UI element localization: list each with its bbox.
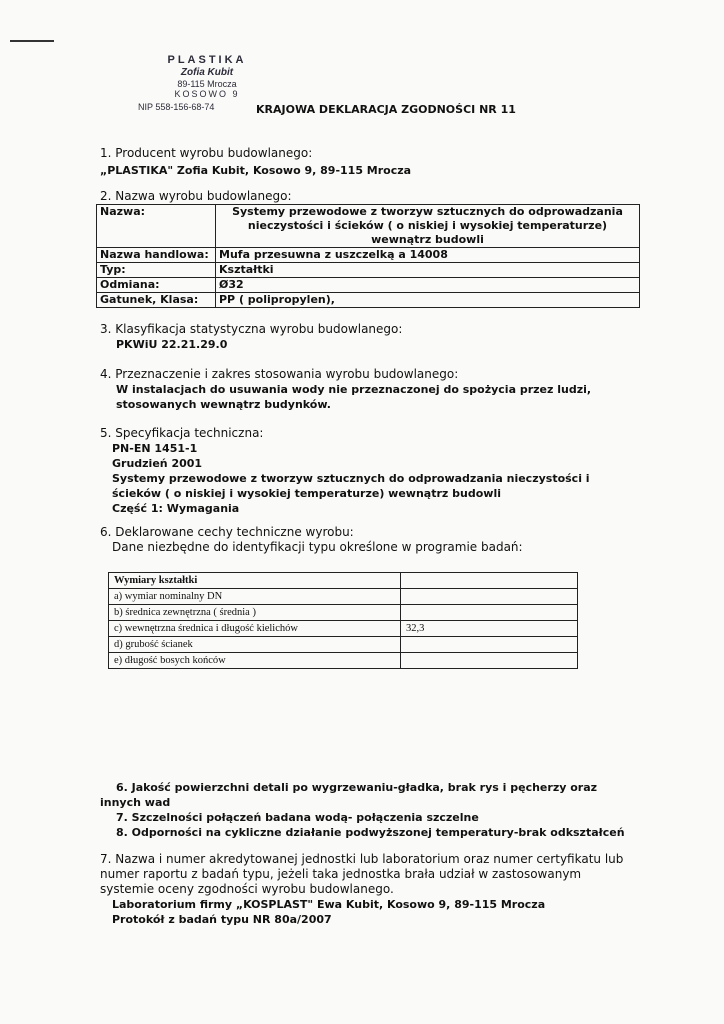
product-table (96, 204, 640, 308)
dimension-label: a) wymiar nominalny DN (109, 589, 401, 605)
section-laboratory (100, 852, 660, 927)
property-thermal: 8. Odporności na cykliczne działanie podwyższonej temperatury-brak odkształceń (116, 826, 625, 839)
spec-line: ścieków ( o niskiej i wysokiej temperaturze) wewnątrz budowli (112, 487, 501, 500)
table-row (109, 605, 578, 621)
property-tightness: 7. Szczelności połączeń badana wodą- połączenia szczelne (116, 811, 479, 824)
laboratory-line: systemie oceny zgodności wyrobu budowlanego. (100, 882, 394, 896)
table-row (97, 293, 640, 308)
section-purpose (100, 367, 591, 412)
stamp-owner: Zofia Kubit (180, 67, 234, 78)
product-value: Ø32 (216, 278, 640, 293)
dimension-value (401, 653, 578, 669)
section-specification (100, 426, 590, 516)
product-value: PP ( polipropylen), (216, 293, 640, 308)
dimensions-value (401, 573, 578, 589)
purpose-line: W instalacjach do usuwania wody nie przeznaczonej do spożycia przez ludzi, (116, 383, 592, 396)
table-row (109, 637, 578, 653)
laboratory-name: Laboratorium firmy „KOSPLAST" Ewa Kubit, Kosowo 9, 89-115 Mrocza (112, 898, 546, 911)
product-name-heading: 2. Nazwa wyrobu budowlanego: (100, 189, 292, 203)
purpose-line: stosowanych wewnątrz budynków. (116, 398, 331, 411)
dimension-value (401, 637, 578, 653)
stamp-nip: NIP 558-156-68-74 (138, 102, 215, 112)
spec-standard: PN-EN 1451-1 (112, 442, 198, 455)
product-key: Gatunek, Klasa: (97, 293, 216, 308)
table-row (109, 573, 578, 589)
dimensions-header: Wymiary kształtki (109, 573, 401, 589)
table-row (97, 248, 640, 263)
classification-heading: 3. Klasyfikacja statystyczna wyrobu budowlanego: (100, 322, 403, 336)
dimension-label: d) grubość ścianek (109, 637, 401, 653)
table-row (97, 263, 640, 278)
property-surface: 6. Jakość powierzchni detali po wygrzewaniu-gładka, brak rys i pęcherzy oraz (116, 781, 598, 794)
product-key: Nazwa handlowa: (97, 248, 216, 263)
features-subheading: Dane niezbędne do identyfikacji typu określone w programie badań: (112, 540, 523, 554)
product-key: Odmiana: (97, 278, 216, 293)
section-features (100, 525, 523, 555)
section-product-name (100, 189, 292, 204)
product-value: Kształtki (216, 263, 640, 278)
laboratory-protocol: Protokół z badań typu NR 80a/2007 (112, 913, 332, 926)
stamp-village: KOSOWO 9 (174, 89, 240, 99)
document-title: KRAJOWA DEKLARACJA ZGODNOŚCI NR 11 (256, 103, 516, 116)
dimension-value (401, 605, 578, 621)
table-row (109, 653, 578, 669)
producer-value: „PLASTIKA" Zofia Kubit, Kosowo 9, 89-115 Mrocza (100, 164, 412, 177)
table-row (109, 589, 578, 605)
product-key: Nazwa: (97, 205, 216, 248)
spec-date: Grudzień 2001 (112, 457, 203, 470)
section-classification (100, 322, 402, 352)
dimension-value: 32,3 (401, 621, 578, 637)
product-key: Typ: (97, 263, 216, 278)
features-heading: 6. Deklarowane cechy techniczne wyrobu: (100, 525, 354, 539)
dimension-label: e) długość bosych końców (109, 653, 401, 669)
dimension-value (401, 589, 578, 605)
producer-heading: 1. Producent wyrobu budowlanego: (100, 146, 313, 160)
section-properties (100, 780, 660, 840)
spec-part: Część 1: Wymagania (112, 502, 240, 515)
section-producer (100, 146, 411, 178)
table-row (109, 621, 578, 637)
stamp-postal: 89-115 Mrocza (177, 79, 237, 89)
table-row (97, 278, 640, 293)
product-value: Systemy przewodowe z tworzyw sztucznych do odprowadzania nieczystości i ścieków ( o niskiej i wysokiej temperaturze) wewnątrz budowli (216, 205, 640, 248)
purpose-heading: 4. Przeznaczenie i zakres stosowania wyrobu budowlanego: (100, 367, 459, 381)
laboratory-line: numer raportu z badań typu, jeżeli taka jednostka brała udział w zastosowanym (100, 867, 582, 881)
dimension-label: b) średnica zewnętrzna ( średnia ) (109, 605, 401, 621)
classification-value: PKWiU 22.21.29.0 (116, 338, 228, 351)
dimension-label: c) wewnętrzna średnica i długość kielichów (109, 621, 401, 637)
stamp-company: PLASTIKA (167, 54, 247, 66)
spec-heading: 5. Specyfikacja techniczna: (100, 426, 264, 440)
company-stamp (138, 54, 272, 112)
dimensions-table (108, 572, 578, 669)
property-surface-cont: innych wad (100, 796, 171, 809)
scan-mark (10, 40, 54, 42)
laboratory-line: 7. Nazwa i numer akredytowanej jednostki lub laboratorium oraz numer certyfikatu lub (100, 852, 624, 866)
table-row (97, 205, 640, 248)
product-value: Mufa przesuwna z uszczelką a 14008 (216, 248, 640, 263)
spec-line: Systemy przewodowe z tworzyw sztucznych do odprowadzania nieczystości i (112, 472, 590, 485)
